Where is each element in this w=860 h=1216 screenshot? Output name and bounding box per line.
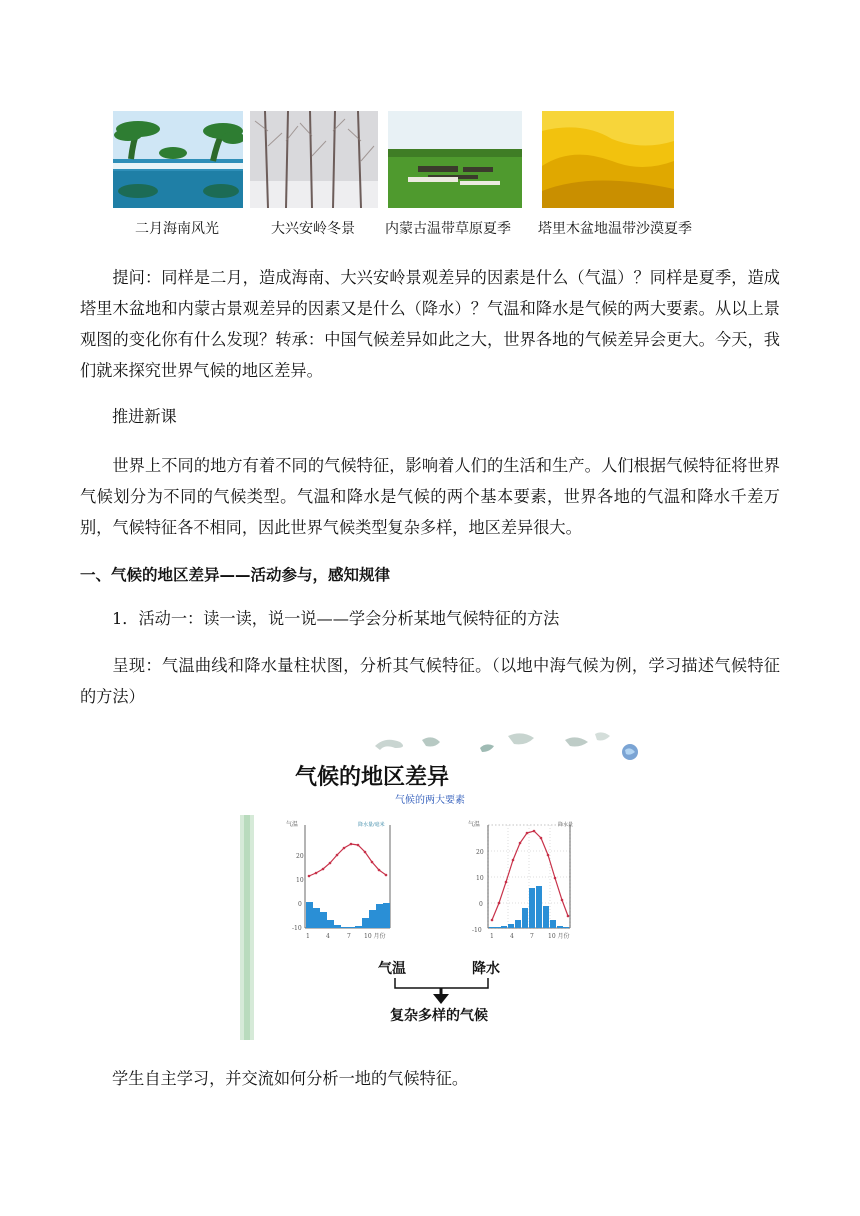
right-chart-xtick: 10 月份	[548, 933, 570, 940]
closing-paragraph: 学生自主学习，并交流如何分析一地的气候特征。	[112, 1069, 469, 1088]
arrow-down-icon	[433, 994, 449, 1004]
right-chart-ytick: 0	[479, 901, 483, 908]
right-climate-chart	[468, 820, 573, 940]
label-temp: 气温	[378, 961, 406, 977]
climate-figure	[240, 730, 645, 1040]
right-chart-xtick: 7	[530, 933, 534, 940]
photo-hainan	[113, 111, 243, 208]
right-chart-ytick: 10	[476, 875, 484, 882]
photo-daxinganling	[250, 111, 378, 208]
left-chart-y2-label: 降水量/毫米	[358, 822, 385, 828]
section-label: 推进新课	[112, 407, 177, 426]
present-paragraph: 呈现：气温曲线和降水量柱状图，分析其气候特征。（以地中海气候为例，学习描述气候特征的方法）	[80, 656, 780, 706]
heading-1: 一、气候的地区差异——活动参与，感知规律	[80, 566, 391, 584]
decor-clouds	[375, 732, 638, 760]
left-chart-xtick: 10 月份	[364, 933, 386, 940]
right-chart-xtick: 1	[490, 933, 494, 940]
label-result: 复杂多样的气候	[390, 1008, 488, 1024]
photo-caption-hainan: 二月海南风光	[135, 221, 219, 237]
left-chart-xtick: 4	[326, 933, 330, 940]
left-chart-y-label: 气温	[286, 821, 299, 828]
photo-caption-neimenggu: 内蒙古温带草原夏季	[385, 221, 511, 237]
right-chart-y-label: 气温	[468, 821, 481, 828]
figure-title: 气候的地区差异	[295, 765, 450, 790]
body-paragraph: 世界上不同的地方有着不同的气候特征，影响着人们的生活和生产。人们根据气候特征将世界气候划分为不同的气候类型。气温和降水是气候的两个基本要素，世界各地的气温和降水千差万别，气候特征各不相同，因此世界气候类型复杂多样，地区差异很大。	[80, 456, 780, 537]
left-chart-xtick: 1	[306, 933, 310, 940]
photo-talimu	[542, 111, 674, 208]
photo-caption-talimu: 塔里木盆地温带沙漠夏季	[538, 221, 692, 237]
label-precip: 降水	[472, 961, 500, 977]
left-chart-xtick: 7	[347, 933, 351, 940]
photo-caption-daxinganling: 大兴安岭冬景	[271, 221, 355, 237]
left-chart-ytick: -10	[292, 925, 302, 932]
right-chart-y2-label: 降水量	[558, 822, 574, 828]
left-climate-chart	[286, 820, 390, 940]
bracket-line	[395, 978, 488, 988]
left-chart-ytick: 20	[296, 853, 304, 860]
right-chart-xtick: 4	[510, 933, 514, 940]
left-chart-ytick: 10	[296, 877, 304, 884]
intro-paragraph: 提问：同样是二月，造成海南、大兴安岭景观差异的因素是什么（气温）？同样是夏季，造成塔里木盆地和内蒙古景观差异的因素又是什么（降水）？气温和降水是气候的两大要素。从以上景观图的变化你有什么发现？转承：中国气候差异如此之大，世界各地的气候差异会更大。今天，我们就来探究世界气候的地区差异。	[80, 268, 780, 380]
activity-1: 1．活动一：读一读，说一说——学会分析某地气候特征的方法	[112, 609, 560, 628]
left-chart-ytick: 0	[298, 901, 302, 908]
photo-neimenggu	[388, 111, 522, 208]
figure-subtitle: 气候的两大要素	[395, 795, 465, 806]
right-chart-ytick: -10	[472, 927, 482, 934]
right-chart-ytick: 20	[476, 849, 484, 856]
